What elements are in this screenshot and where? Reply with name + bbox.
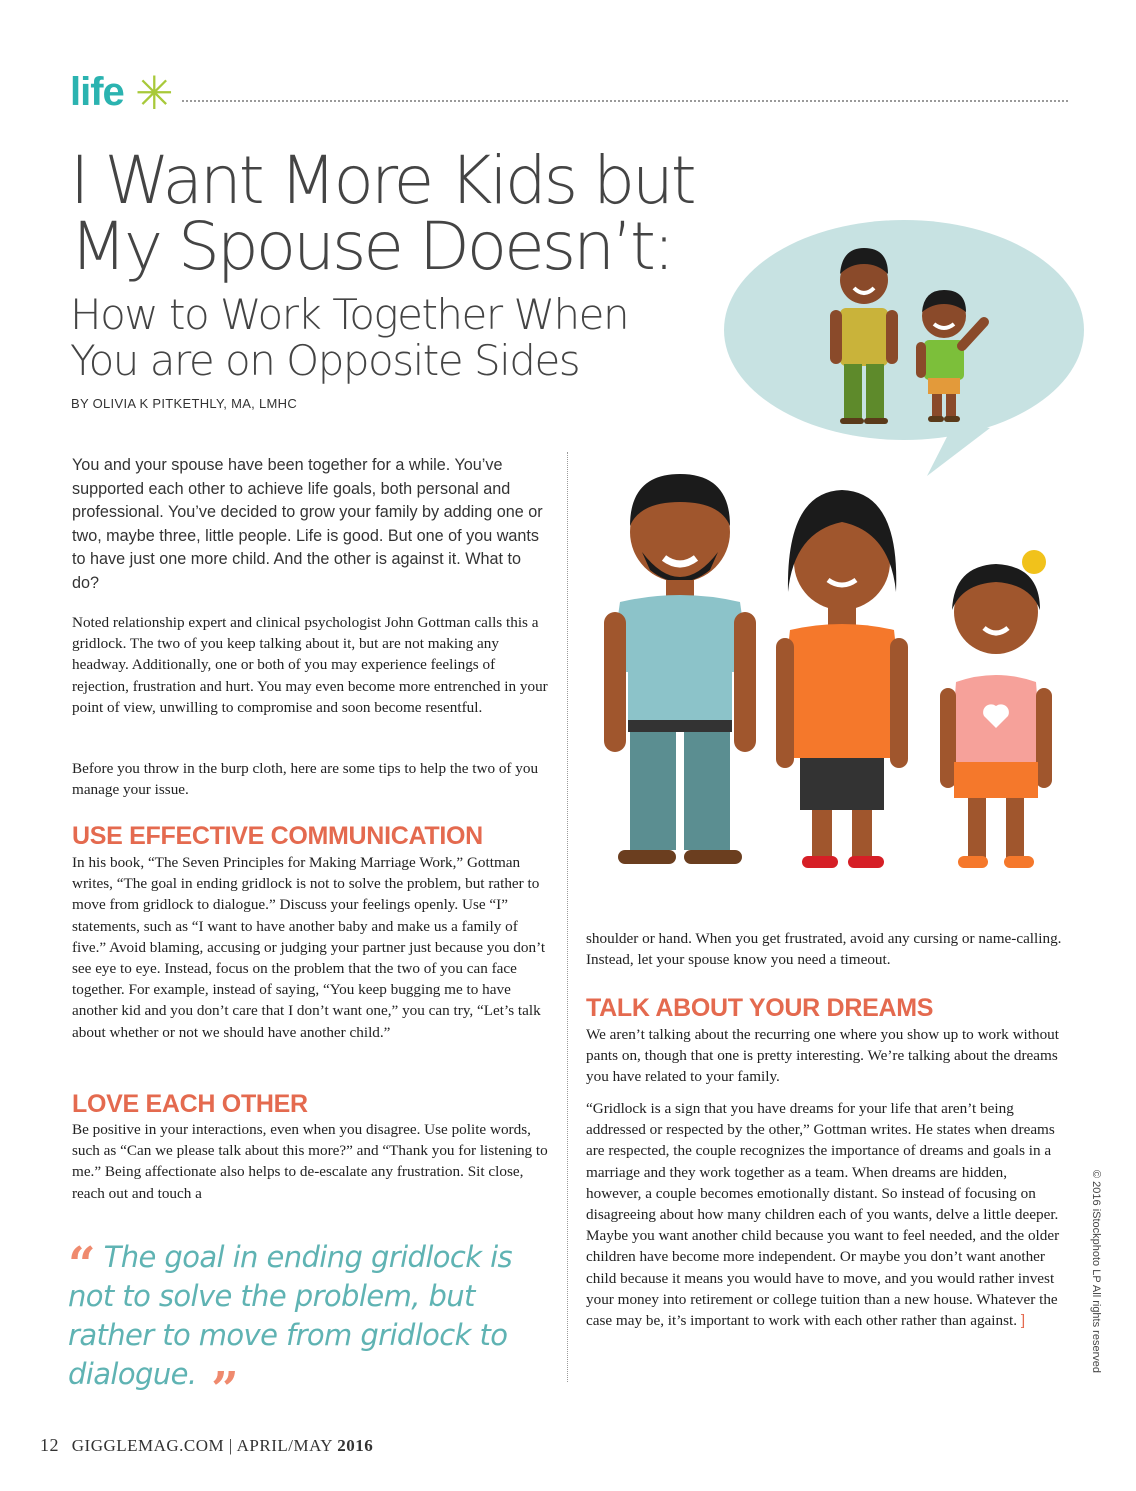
body-paragraph: Before you throw in the burp cloth, here are some tips to help the two of you manage your issue.: [72, 760, 539, 799]
family-illustration-icon: [590, 462, 1070, 882]
close-quote-icon: ”: [211, 1362, 239, 1418]
subtitle-line: How to Work Together When: [70, 290, 629, 339]
body-paragraph: Noted relationship expert and clinical psychologist John Gottman calls this a gridlock. The two of you keep talking about it, but are not making any headway. Additionally, one or both of you may experience feelings of rejection, frustration and hurt. You may even become more entrenched in your point of view, unwilling to compromise and soon become resentful.: [72, 614, 548, 716]
article-title: [70, 142, 730, 285]
section-heading: TALK ABOUT YOUR DREAMS: [586, 994, 934, 1022]
daughter-figure-icon: [940, 550, 1052, 868]
byline: BY OLIVIA K PITKETHLY, MA, LMHC: [71, 396, 298, 411]
body-paragraph: In his book, “The Seven Principles for Making Marriage Work,” Gottman writes, “The goal in ending gridlock is not to solve the problem, but rather to move from gridlock to dialogue.” Discuss your feelings openly. Use “I” statements, such as “I want to have another baby and make us a family of five.” Avoid blaming, accusing or judging your partner just because you don’t see eye to eye. Instead, focus on the problem that the two of you can face together. For example, instead of saying, “You keep bugging me to have another kid and you don’t care that I don’t want one,” you can try, “Let’s talk about whether or not we should have another child.”: [72, 854, 546, 1041]
column-divider: [567, 452, 568, 1382]
subtitle-line: You are on Opposite Sides: [70, 336, 580, 385]
pull-quote-text: The goal in ending gridlock is not to solve the problem, but rather to move from gridlock to dialogue.: [68, 1240, 513, 1391]
title-line: My Spouse Doesn’t:: [70, 208, 673, 285]
page-number: 12: [40, 1435, 59, 1455]
mother-figure-icon: [776, 490, 908, 868]
lead-paragraph: You and your spouse have been together for a while. You’ve supported each other to achieve life goals, both personal and professional. You’ve decided to grow your family by adding one or two, maybe three, little people. Life is good. But one of you wants to have just one more child. And the other is against it. What to do?: [72, 456, 543, 592]
body-paragraph-text: “Gridlock is a sign that you have dreams for your life that aren’t being addressed or respected by the other,” Gottman writes. He states when dreams are respected, the couple recognizes the importance of dreams and goals in a marriage and they work together as a team. When dreams are hidden, however, a couple becomes emotionally distant. So instead of focusing on disagreeing about how many children each of you wants, delve a little deeper. Maybe you want another child because you want to feel needed, and the older children have become more independent. Or maybe you don’t want another child because it means you would have to move, and you would rather invest your money into retirement or college tuition than a new house. Whatever the case may be, it’s important to work with each other rather than against.: [586, 1100, 1060, 1330]
header-divider: [182, 100, 1068, 102]
body-paragraph: shoulder or hand. When you get frustrated, avoid any cursing or name-calling. Instead, let your spouse know you need a timeout.: [586, 930, 1062, 969]
body-paragraph: We aren’t talking about the recurring one where you show up to work without pants on, though that one is pretty interesting. We’re talking about the dreams you have related to your family.: [586, 1026, 1059, 1086]
end-mark: ]: [1020, 1312, 1026, 1330]
body-paragraph: [586, 1098, 1064, 1331]
title-line: I Want More Kids but: [70, 142, 694, 219]
section-label: life: [70, 70, 124, 114]
section-heading: LOVE EACH OTHER: [72, 1090, 308, 1118]
thought-bubble-icon: [722, 218, 1092, 480]
pull-quote: [68, 1237, 556, 1418]
page-footer: [40, 1435, 373, 1456]
open-quote-icon: “: [68, 1237, 96, 1293]
image-credit: [1090, 1170, 1120, 1410]
section-heading: USE EFFECTIVE COMMUNICATION: [72, 822, 483, 850]
credit-text: © 2016 iStockphoto LP All rights reserved: [1090, 1170, 1102, 1373]
article-subtitle: [70, 292, 730, 384]
father-figure-icon: [604, 474, 756, 864]
body-paragraph: Be positive in your interactions, even when you disagree. Use polite words, such as “Can we please talk about this more?” and “Thank you for listening to me.” Being affectionate also helps to de-escalate any frustration. Sit close, reach out and touch a: [72, 1121, 548, 1202]
asterisk-icon: ✳: [135, 66, 174, 120]
footer-year: 2016: [337, 1436, 374, 1455]
footer-site: GIGGLEMAG.COM | APRIL/MAY: [71, 1436, 333, 1455]
